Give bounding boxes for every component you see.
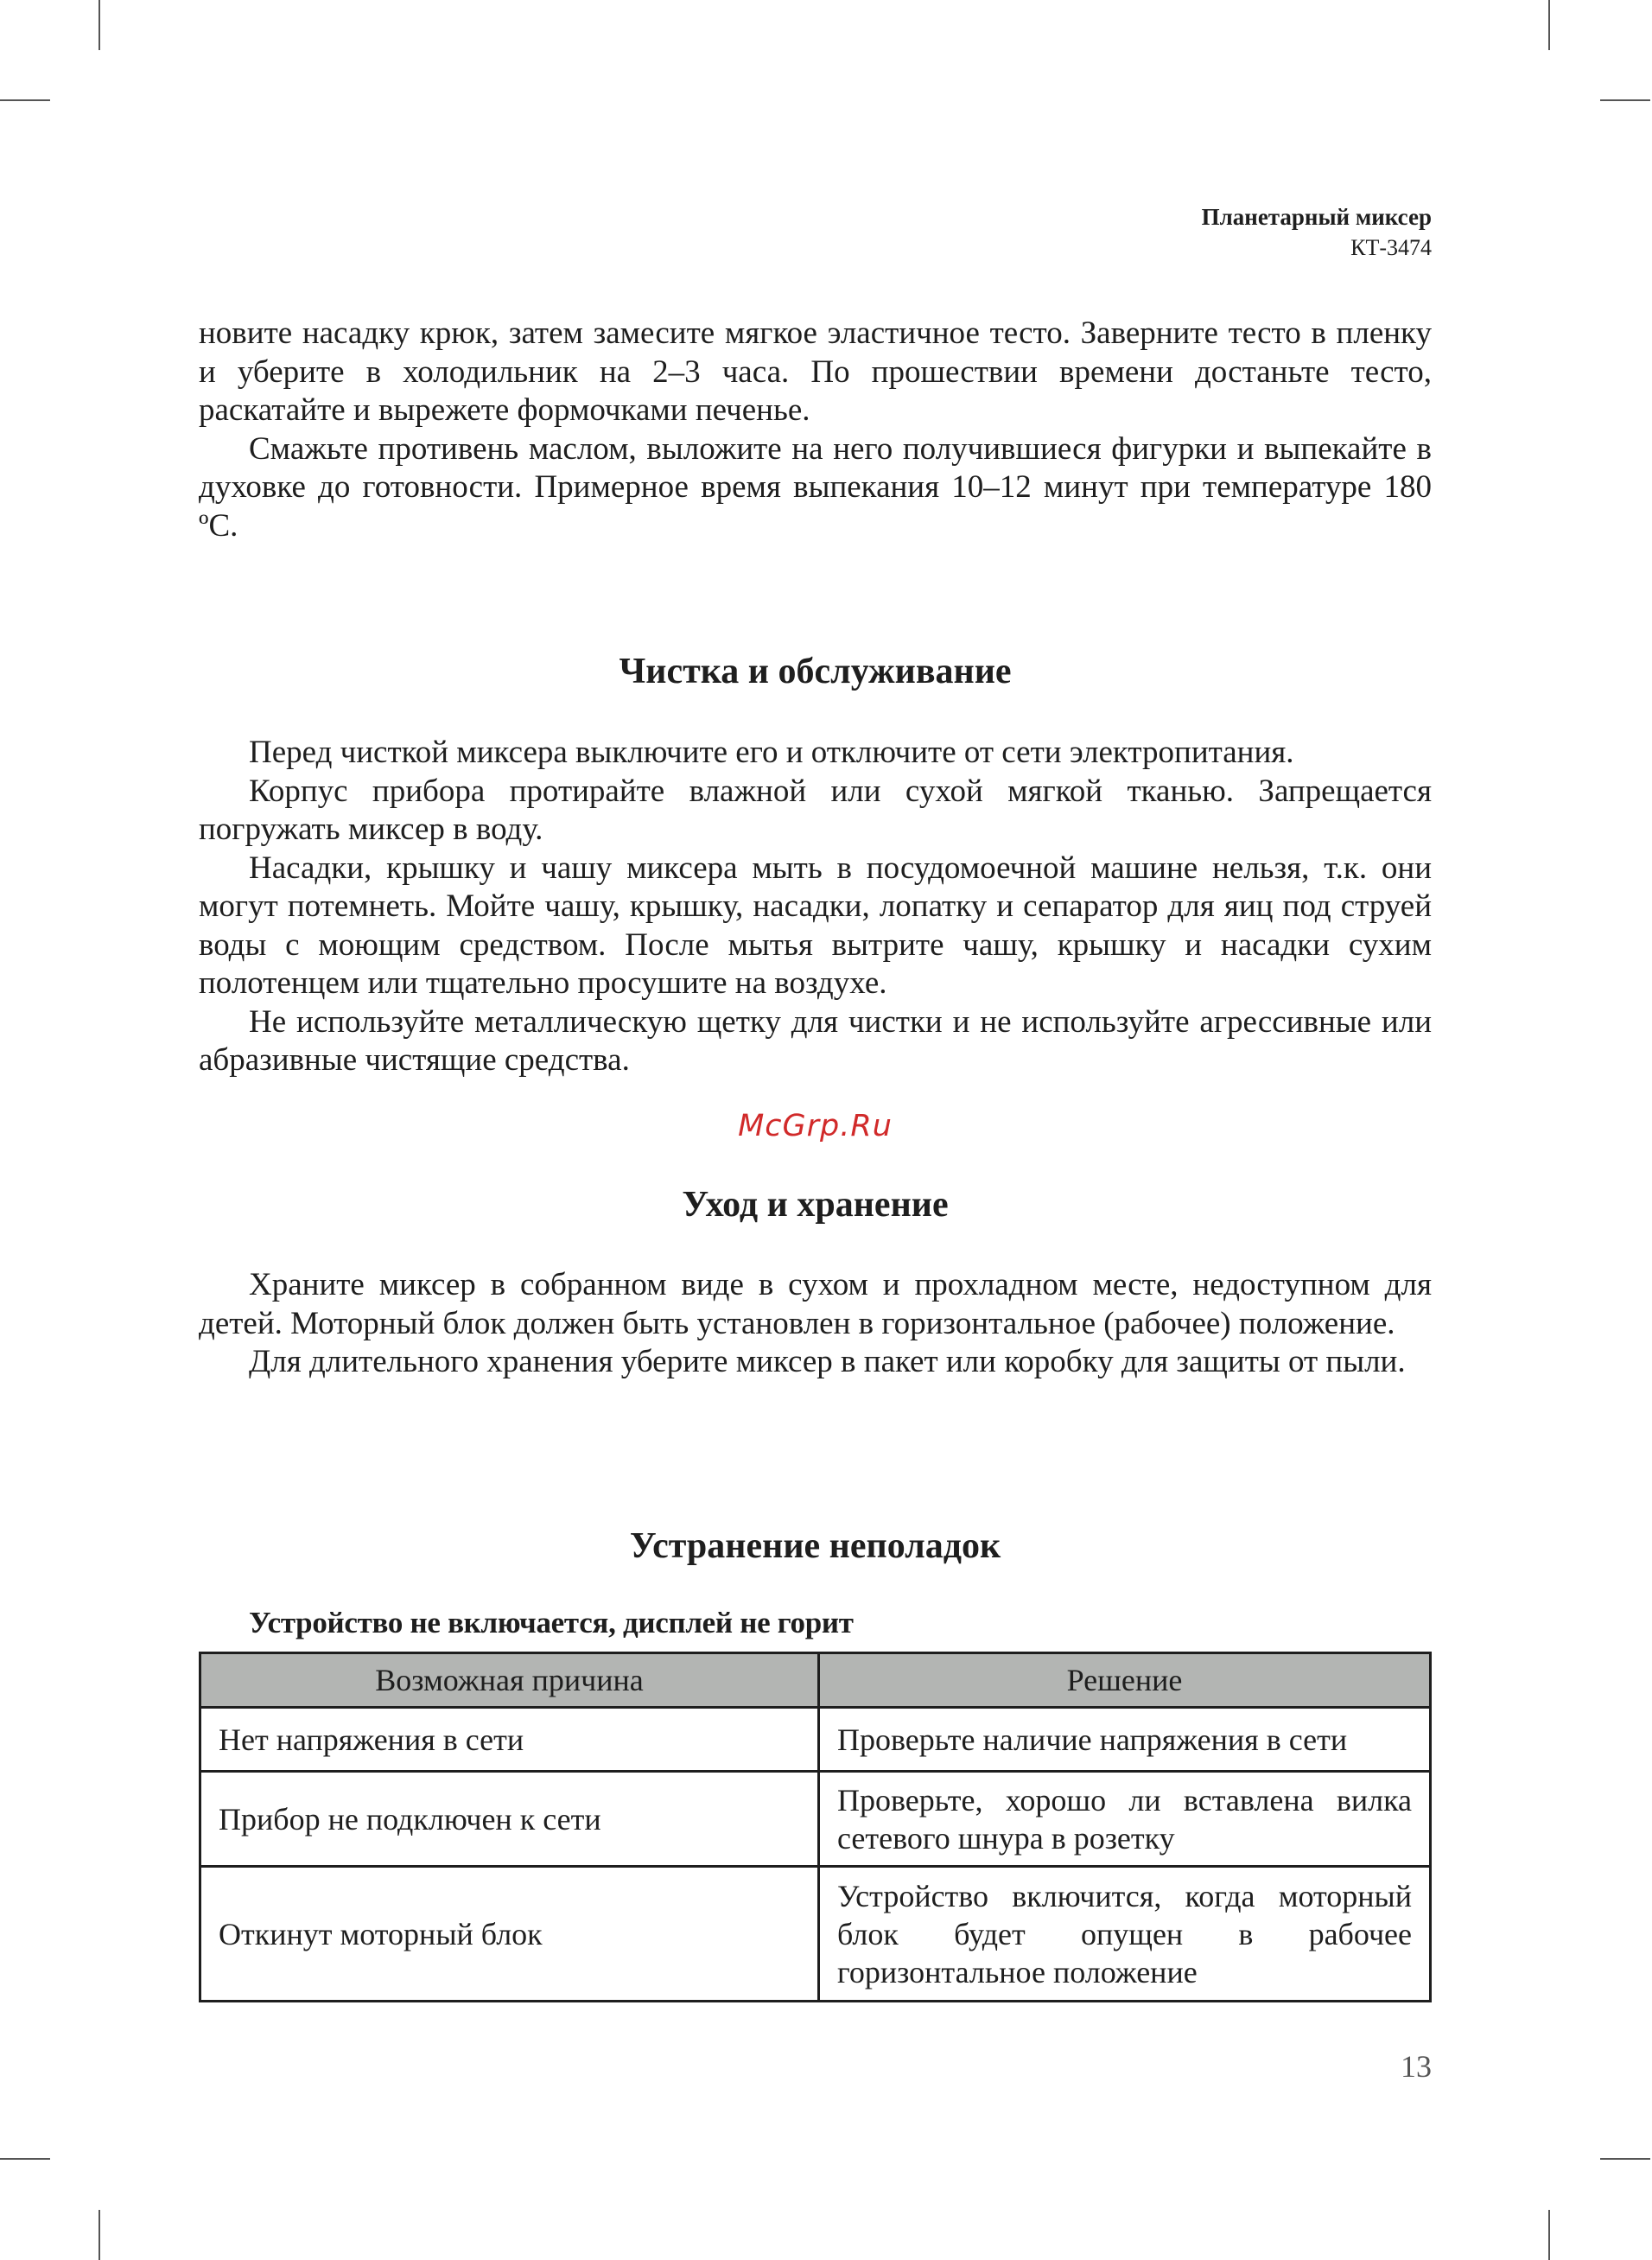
- cleaning-text: [199, 734, 1432, 1080]
- cause-cell: Нет напряжения в сети: [200, 1708, 819, 1772]
- cleaning-paragraph: Перед чисткой миксера выключите его и отключите от сети электропитания.: [249, 735, 1294, 770]
- cause-cell: Прибор не подключен к сети: [200, 1772, 819, 1867]
- intro-text: [199, 315, 1432, 545]
- storage-paragraph: Для длительного хранения уберите миксер в пакет или коробку для защиты от пыли.: [249, 1344, 1406, 1379]
- intro-paragraph: новите насадку крюк, затем замесите мягкое эластичное тесто. Заверните тесто в пленку и уберите в холодильник на 2–3 часа. По прошествии времени достаньте тесто, раскатайте и вырежете формочками печенье.: [199, 315, 1432, 428]
- watermark-link[interactable]: McGrp.Ru: [738, 1109, 893, 1143]
- column-header-solution: Решение: [819, 1653, 1431, 1708]
- crop-mark: [98, 0, 100, 50]
- crop-mark: [0, 99, 50, 101]
- table-row: [200, 1867, 1431, 2002]
- intro-paragraph: Смажьте противень маслом, выложите на него получившиеся фигурки и выпекайте в духовке до готовности. Примерное время выпекания 10–12 минут при температуре 180 ºC.: [199, 430, 1432, 544]
- table-row: [200, 1708, 1431, 1772]
- cleaning-paragraph: Не используйте металлическую щетку для чистки и не используйте агрессивные или абразивные чистящие средства.: [199, 1003, 1432, 1078]
- crop-mark: [98, 2210, 100, 2260]
- storage-paragraph: Храните миксер в собранном виде в сухом и прохладном месте, недоступном для детей. Моторный блок должен быть установлен в горизонтальное (рабочее) положение.: [199, 1267, 1432, 1341]
- product-model: КТ-3474: [1350, 235, 1432, 260]
- solution-cell: Проверьте наличие напряжения в сети: [819, 1708, 1431, 1772]
- column-header-cause: Возможная причина: [200, 1653, 819, 1708]
- troubleshooting-subheading: Устройство не включается, дисплей не горит: [249, 1606, 854, 1639]
- cleaning-heading: Чистка и обслуживание: [619, 652, 1012, 691]
- table-row: [200, 1772, 1431, 1867]
- crop-mark: [1600, 2158, 1650, 2160]
- troubleshooting-heading: Устранение неполадок: [629, 1526, 1001, 1566]
- cleaning-paragraph: Корпус прибора протирайте влажной или сухой мягкой тканью. Запрещается погружать миксер в воду.: [199, 773, 1432, 847]
- solution-cell: Проверьте, хорошо ли вставлена вилка сетевого шнура в розетку: [819, 1772, 1431, 1867]
- running-header: [1202, 201, 1432, 264]
- solution-cell: Устройство включится, когда моторный блок будет опущен в рабочее горизонтальное положение: [819, 1867, 1431, 2002]
- crop-mark: [1548, 0, 1550, 50]
- product-title: Планетарный миксер: [1201, 204, 1432, 230]
- storage-text: [199, 1266, 1432, 1382]
- crop-mark: [1548, 2210, 1550, 2260]
- cause-cell: Откинут моторный блок: [200, 1867, 819, 2002]
- storage-heading: Уход и хранение: [682, 1185, 949, 1225]
- troubleshooting-table: [199, 1652, 1432, 2002]
- crop-mark: [1600, 99, 1650, 101]
- crop-mark: [0, 2158, 50, 2160]
- cleaning-paragraph: Насадки, крышку и чашу миксера мыть в посудомоечной машине нельзя, т.к. они могут потемнеть. Мойте чашу, крышку, насадки, лопатку и сепаратор для яиц под струей воды с моющим средством. После мытья вытрите чашу, крышку и насадки сухим полотенцем или тщательно просушите на воздухе.: [199, 850, 1432, 1001]
- page-number: 13: [1401, 2049, 1432, 2084]
- table-header-row: [200, 1653, 1431, 1708]
